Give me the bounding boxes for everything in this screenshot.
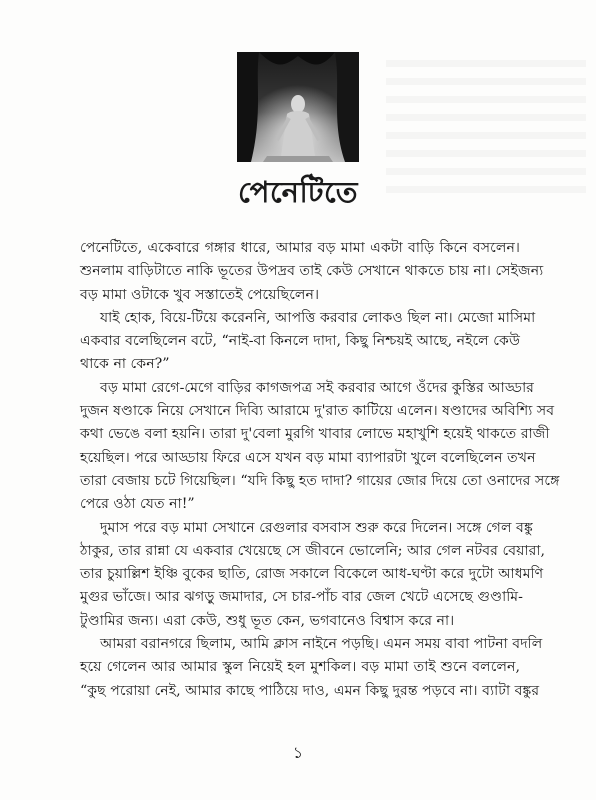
body-line: হয়ে গেলেন আর আমার স্কুল নিয়েই হল মুশকিল। বড় মামা তাই শুনে বললেন, bbox=[80, 659, 520, 676]
body-line: কথা ভেঙে বলা হয়নি। তারা দু'বেলা মুরগি খাবার লোভে মহাখুশি হয়েই থাকতে রাজী bbox=[80, 426, 550, 443]
body-line: আমরা বরানগরে ছিলাম, আমি ক্লাস নাইনে পড়ছি। এমন সময় বাবা পাটনা বদলি bbox=[100, 636, 543, 653]
body-line: দুমাস পরে বড় মামা সেখানে রেগুলার বসবাস শুরু করে দিলেন। সঙ্গে গেল বঙ্কু bbox=[100, 519, 533, 536]
body-line: হয়েছিল। পরে আড্ডায় ফিরে এসে যখন বড় মামা ব্যাপারটা খুলে বলেছিলেন তখন bbox=[80, 449, 536, 466]
body-line: শুনলাম বাড়িটাতে নাকি ভূতের উপদ্রব তাই কেউ সেখানে থাকতে চায় না। সেইজন্য bbox=[80, 263, 544, 280]
body-line: একবার বলেছিলেন বটে, “নাই-বা কিনলে দাদা, কিছু নিশ্চয়ই আছে, নইলে কেউ bbox=[80, 333, 520, 350]
body-line: “কুছ পরোয়া নেই, আমার কাছে পাঠিয়ে দাও, এমন কিছু দুরন্ত পড়বে না। ব্যাটা বঙ্কুর bbox=[80, 682, 540, 699]
body-line: দুজন ষণ্ডাকে নিয়ে সেখানে দিব্যি আরামে দু'রাত কাটিয়ে এলেন। ষণ্ডাদের অবিশ্যি সব bbox=[80, 403, 555, 420]
body-line: পেনেটিতে, একেবারে গঙ্গার ধারে, আমার বড় মামা একটা বাড়ি কিনে বসলেন। bbox=[80, 240, 520, 256]
body-line: যাই হোক, বিয়ে-টিয়ে করেননি, আপত্তি করবার লোকও ছিল না। মেজো মাসিমা bbox=[100, 309, 536, 326]
page-number: ১ bbox=[292, 743, 304, 762]
body-line: টুণ্ডামির জন্য। এরা কেউ, শুধু ভূত কেন, ভগবানেও বিশ্বাস করে না। bbox=[80, 612, 455, 629]
chapter-title: পেনেটিতে bbox=[238, 175, 358, 209]
body-line: ঠাকুর, তার রান্না যে একবার খেয়েছে সে জীবনে ভোলেনি; আর গেল নটবর বেয়ারা, bbox=[80, 542, 546, 559]
chapter-body bbox=[80, 237, 560, 703]
body-line: পেরে ওঠা যেত না!” bbox=[80, 496, 195, 513]
body-line: থাকে না কেন?” bbox=[80, 356, 170, 373]
body-line: বড় মামা রেগে-মেগে বাড়ির কাগজপত্র সই করবার আগে ওঁদের কুস্তির আড্ডার bbox=[100, 379, 534, 396]
body-line: তার চুয়াল্লিশ ইঞ্চি বুকের ছাতি, রোজ সকালে বিকেলে আধ-ঘণ্টা করে দুটো আধমণি bbox=[80, 566, 544, 583]
chapter-illustration bbox=[237, 52, 359, 162]
body-line: তারা বেজায় চটে গিয়েছিল। “যদি কিছু হত দাদা? গায়ের জোর দিয়ে তো ওনাদের সঙ্গে bbox=[80, 472, 560, 489]
body-line: বড় মামা ওটাকে খুব সস্তাতেই পেয়েছিলেন। bbox=[80, 286, 320, 303]
body-line: মুগুর ভাঁজে। আর ঝগড়ু জমাদার, সে চার-পাঁচ বার জেল খেটে এসেছে গুণ্ডামি- bbox=[80, 589, 523, 606]
